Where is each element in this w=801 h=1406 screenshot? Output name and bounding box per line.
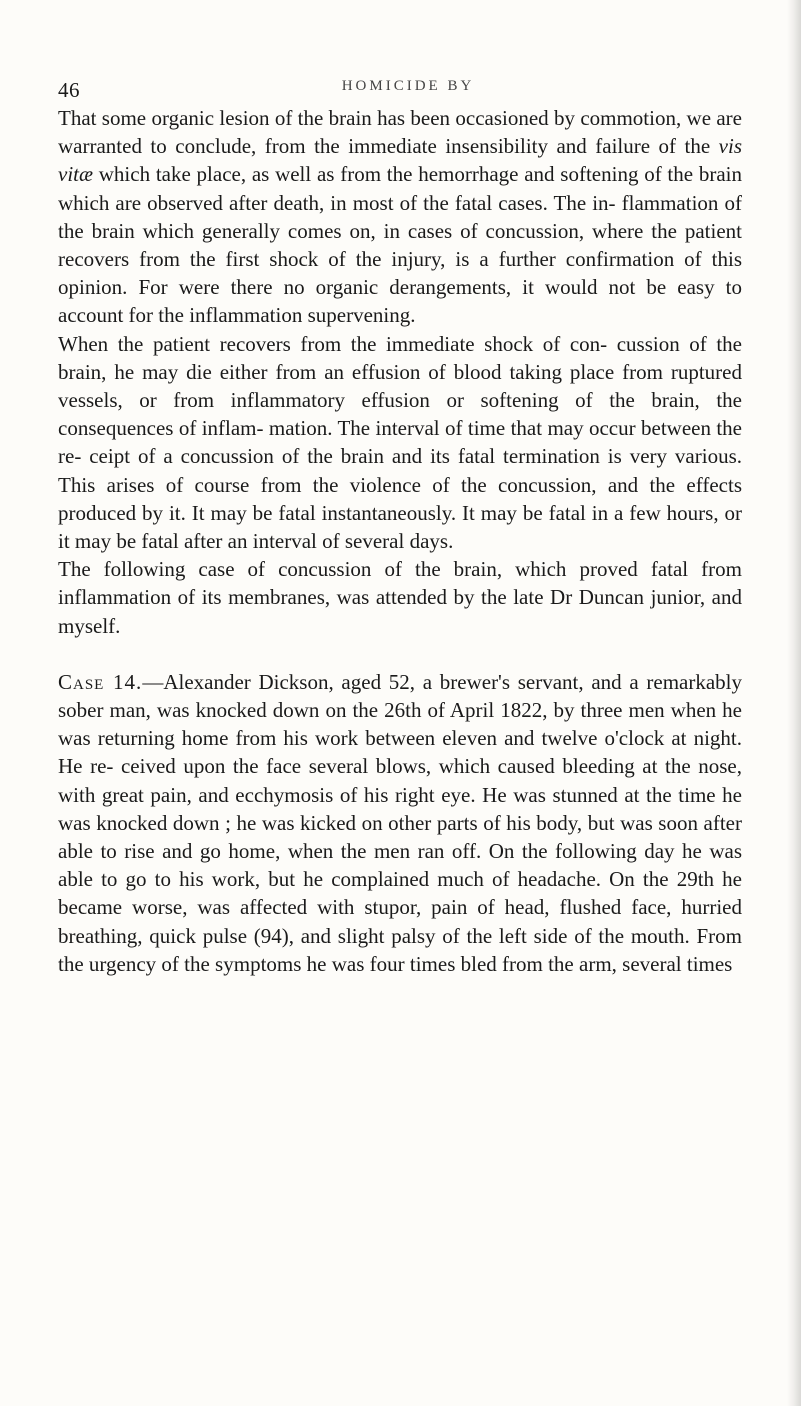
paragraph-effusion: When the patient recovers from the immediate shock of con- cussion of the brain, he may die either from an effusion of blood taking place from ruptured vessels, or from inflammatory effusion or softening of the brain, the consequences of inflam- mation. The interval of time that may occur between the re- ceipt of a concussion of the brain and its fatal termination is very various. This arises of course from the violence of the concussion, and the effects produced by it. It may be fatal instantaneously. It may be fatal in a few hours, or it may be fatal after an interval of several days. (58, 331, 742, 554)
page-number: 46 (58, 78, 80, 102)
body-text (58, 104, 742, 978)
paragraph-organic-lesion (58, 104, 742, 330)
paragraph-case-intro: The following case of concussion of the brain, which proved fatal from inflammation of its membranes, was attended by the late Dr Duncan junior, and myself. (58, 557, 742, 638)
paragraph-case-14 (58, 668, 742, 978)
running-head (58, 78, 758, 102)
latin-term: vis vitæ (58, 134, 742, 187)
page-edge-shadow (787, 0, 801, 1406)
paragraph-text: That some organic lesion of the brain has been occasioned by commotion, we are warranted to conclude, from the immediate insensibility and failure of the (58, 106, 742, 159)
case-label: Case 14. (58, 669, 143, 694)
running-head-title: HOMICIDE BY (341, 78, 475, 94)
paragraph-text: which take place, as well as from the hemorrhage and softening of the brain which are observed after death, in most of the fatal cases. The in- flammation of the brain which generally comes on, in cases of concussion, where the patient recovers from the first shock of the injury, is a further confirmation of this opinion. For were there no organic derangements, it would not be easy to account for the inflammation supervening. (58, 162, 742, 328)
paragraph-text: —Alexander Dickson, aged 52, a brewer's servant, and a remarkably sober man, was knocked down on the 26th of April 1822, by three men when he was returning home from his work between eleven and twelve o'clock at night. He re- ceived upon the face several blows, which caused bleeding at the nose, with great pain, and ecchymosis of his right eye. He was stunned at the time he was knocked down ; he was kicked on other parts of his body, but was soon after able to rise and go home, when the men ran off. On the following day he was able to go to his work, but he complained much of headache. On the 29th he became worse, was affected with stupor, pain of head, flushed face, hurried breathing, quick pulse (94), and slight palsy of the left side of the mouth. From the urgency of the symptoms he was four times bled from the arm, several times (58, 669, 742, 976)
